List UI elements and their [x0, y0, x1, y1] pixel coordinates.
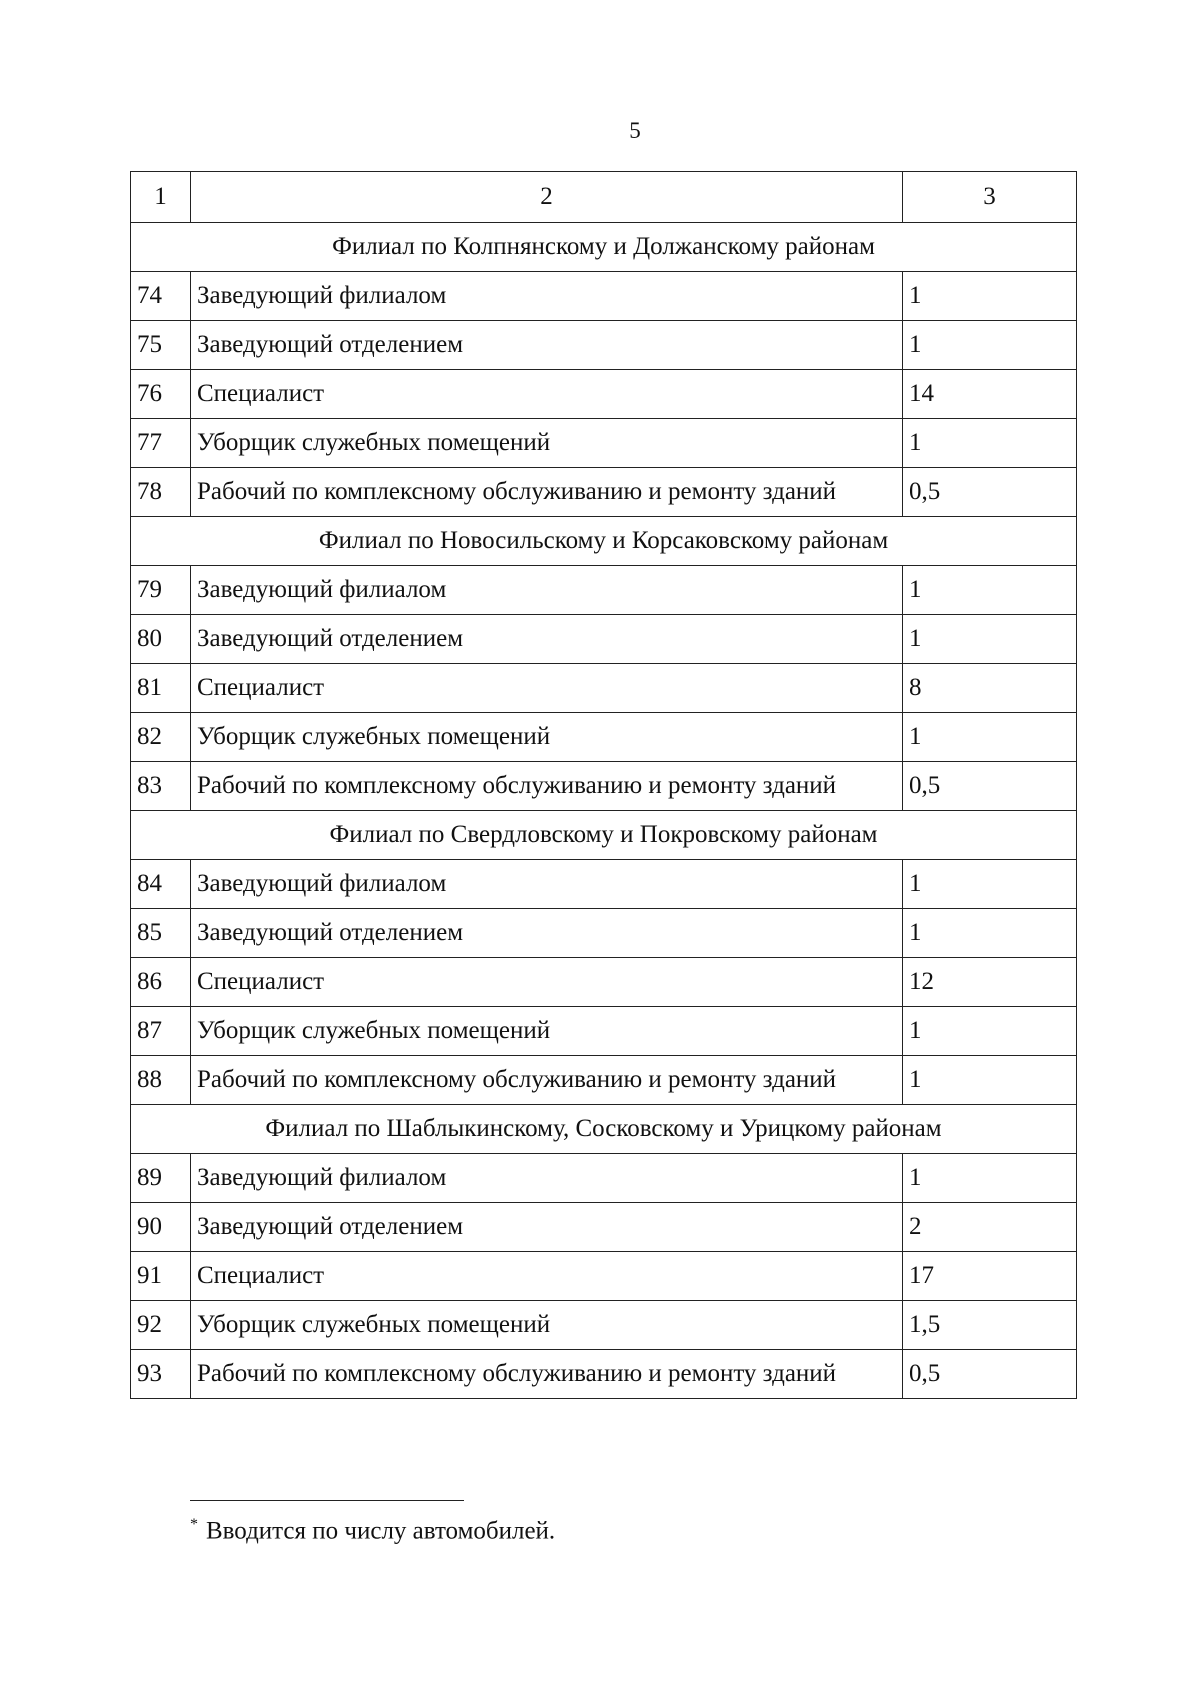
table-row	[131, 958, 1077, 1007]
table-row	[131, 1056, 1077, 1105]
section-title: Филиал по Колпнянскому и Должанскому районам	[131, 223, 1077, 272]
position-name: Рабочий по комплексному обслуживанию и ремонту зданий	[191, 1350, 903, 1399]
staff-quantity: 1	[903, 909, 1077, 958]
row-number: 80	[131, 615, 191, 664]
position-name: Специалист	[191, 664, 903, 713]
row-number: 75	[131, 321, 191, 370]
staff-quantity: 1	[903, 860, 1077, 909]
staff-quantity: 17	[903, 1252, 1077, 1301]
row-number: 85	[131, 909, 191, 958]
table-row	[131, 1301, 1077, 1350]
position-name: Уборщик служебных помещений	[191, 713, 903, 762]
position-name: Уборщик служебных помещений	[191, 1007, 903, 1056]
row-number: 79	[131, 566, 191, 615]
table-row	[131, 615, 1077, 664]
footnote-text: Вводится по числу автомобилей.	[206, 1517, 556, 1545]
section-row	[131, 517, 1077, 566]
table-row	[131, 1252, 1077, 1301]
staff-quantity: 1	[903, 419, 1077, 468]
footnote-marker: *	[190, 1516, 198, 1533]
position-name: Заведующий отделением	[191, 909, 903, 958]
row-number: 76	[131, 370, 191, 419]
column-header-3: 3	[903, 172, 1077, 223]
table-header-row	[131, 172, 1077, 223]
position-name: Заведующий филиалом	[191, 860, 903, 909]
section-row	[131, 1105, 1077, 1154]
position-name: Заведующий отделением	[191, 615, 903, 664]
position-name: Заведующий отделением	[191, 1203, 903, 1252]
row-number: 82	[131, 713, 191, 762]
staff-quantity: 1	[903, 321, 1077, 370]
table-row	[131, 272, 1077, 321]
section-title: Филиал по Шаблыкинскому, Сосковскому и Урицкому районам	[131, 1105, 1077, 1154]
row-number: 87	[131, 1007, 191, 1056]
table-row	[131, 1007, 1077, 1056]
position-name: Заведующий филиалом	[191, 566, 903, 615]
table-row	[131, 321, 1077, 370]
row-number: 92	[131, 1301, 191, 1350]
row-number: 86	[131, 958, 191, 1007]
table-row	[131, 664, 1077, 713]
row-number: 90	[131, 1203, 191, 1252]
staff-quantity: 0,5	[903, 1350, 1077, 1399]
staff-quantity: 14	[903, 370, 1077, 419]
staff-quantity: 1	[903, 1154, 1077, 1203]
row-number: 78	[131, 468, 191, 517]
position-name: Заведующий отделением	[191, 321, 903, 370]
column-header-1: 1	[131, 172, 191, 223]
table-row	[131, 909, 1077, 958]
table-row	[131, 713, 1077, 762]
row-number: 81	[131, 664, 191, 713]
staff-quantity: 12	[903, 958, 1077, 1007]
staff-quantity: 1	[903, 713, 1077, 762]
position-name: Заведующий филиалом	[191, 272, 903, 321]
row-number: 84	[131, 860, 191, 909]
staffing-table	[130, 171, 1077, 1399]
page-number: 5	[629, 118, 641, 143]
staff-quantity: 1	[903, 615, 1077, 664]
position-name: Рабочий по комплексному обслуживанию и ремонту зданий	[191, 468, 903, 517]
section-row	[131, 811, 1077, 860]
position-name: Специалист	[191, 958, 903, 1007]
position-name: Рабочий по комплексному обслуживанию и ремонту зданий	[191, 1056, 903, 1105]
table-row	[131, 1154, 1077, 1203]
table-row	[131, 1350, 1077, 1399]
position-name: Заведующий филиалом	[191, 1154, 903, 1203]
row-number: 83	[131, 762, 191, 811]
table-row	[131, 762, 1077, 811]
staff-quantity: 0,5	[903, 468, 1077, 517]
table-row	[131, 566, 1077, 615]
staff-quantity: 2	[903, 1203, 1077, 1252]
row-number: 89	[131, 1154, 191, 1203]
staff-quantity: 1	[903, 566, 1077, 615]
table-row	[131, 419, 1077, 468]
staff-quantity: 1,5	[903, 1301, 1077, 1350]
row-number: 93	[131, 1350, 191, 1399]
footnote	[190, 1516, 555, 1545]
position-name: Специалист	[191, 370, 903, 419]
footnote-divider	[190, 1500, 464, 1501]
section-title: Филиал по Новосильскому и Корсаковскому районам	[131, 517, 1077, 566]
row-number: 74	[131, 272, 191, 321]
row-number: 88	[131, 1056, 191, 1105]
staff-quantity: 1	[903, 272, 1077, 321]
position-name: Уборщик служебных помещений	[191, 1301, 903, 1350]
staff-quantity: 0,5	[903, 762, 1077, 811]
table-row	[131, 860, 1077, 909]
section-title: Филиал по Свердловскому и Покровскому районам	[131, 811, 1077, 860]
row-number: 77	[131, 419, 191, 468]
position-name: Специалист	[191, 1252, 903, 1301]
row-number: 91	[131, 1252, 191, 1301]
staffing-table-body	[131, 172, 1077, 1399]
section-row	[131, 223, 1077, 272]
staff-quantity: 8	[903, 664, 1077, 713]
position-name: Уборщик служебных помещений	[191, 419, 903, 468]
table-row	[131, 468, 1077, 517]
column-header-2: 2	[191, 172, 903, 223]
table-row	[131, 1203, 1077, 1252]
position-name: Рабочий по комплексному обслуживанию и ремонту зданий	[191, 762, 903, 811]
staff-quantity: 1	[903, 1056, 1077, 1105]
table-row	[131, 370, 1077, 419]
staff-quantity: 1	[903, 1007, 1077, 1056]
